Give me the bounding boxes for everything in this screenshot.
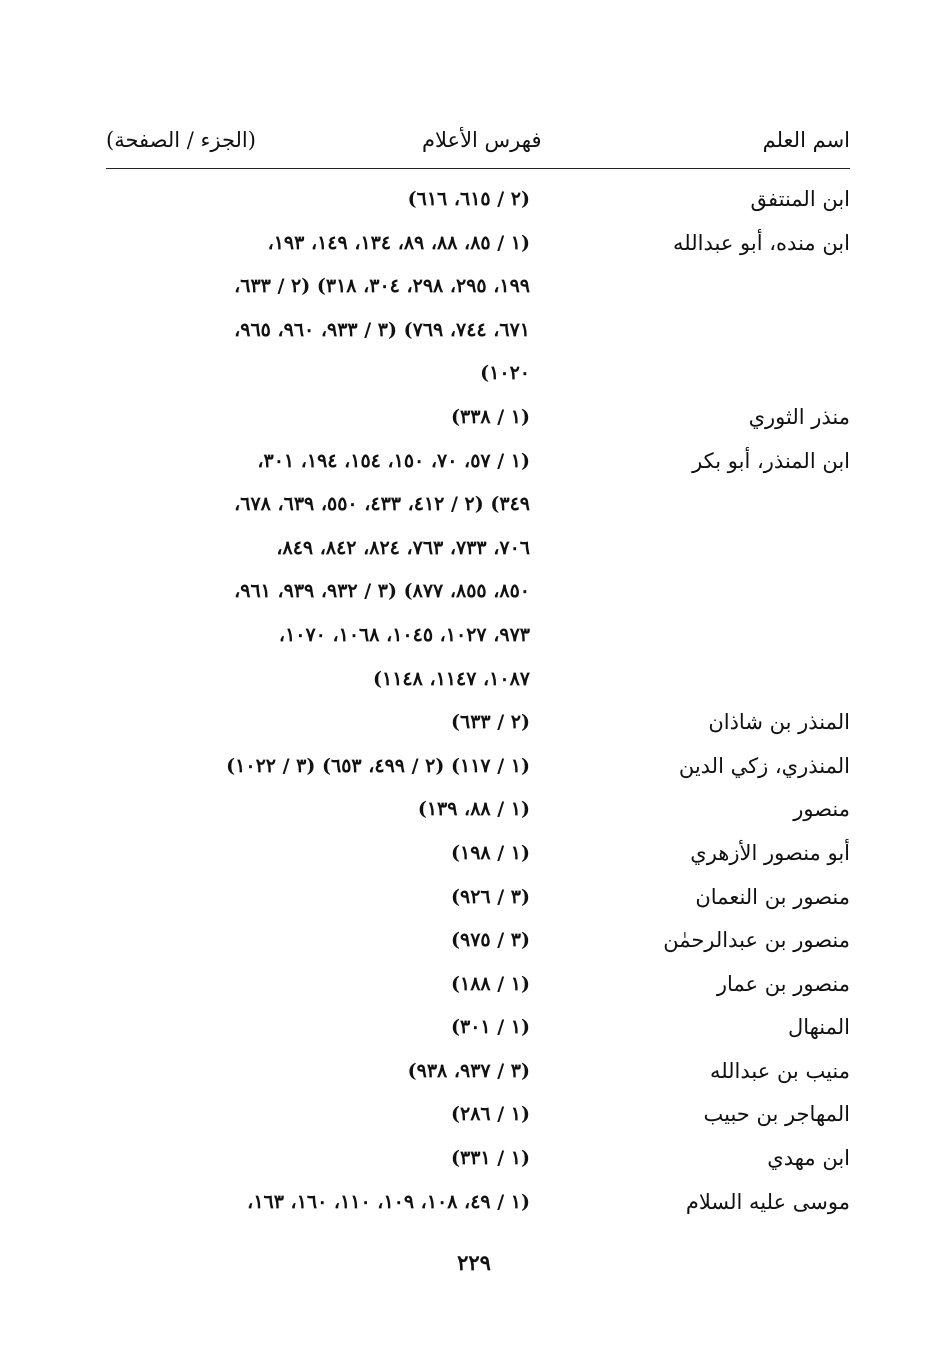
entry-references: ٣٤٩) (٢ / ٤١٢، ٤٣٣، ٥٥٠، ٦٣٩، ٦٧٨، — [234, 493, 530, 516]
entry-references: (١ / ٣٣٨) — [450, 405, 530, 428]
entry-references: ١٠٢٠) — [480, 362, 530, 385]
index-entry — [106, 570, 850, 614]
entry-references: ٦٧١، ٧٤٤، ٧٦٩) (٣ / ٩٣٣، ٩٦٠، ٩٦٥، — [234, 318, 530, 341]
index-entry — [106, 309, 850, 353]
entry-references: (١ / ٤٩، ١٠٨، ١٠٩، ١١٠، ١٦٠، ١٦٣، — [247, 1190, 530, 1213]
index-entry — [106, 1050, 850, 1094]
page-header — [106, 120, 850, 160]
index-entry — [106, 876, 850, 920]
index-entry — [106, 178, 850, 222]
entry-name: ابن المنتفق — [750, 187, 850, 211]
column-header-name: اسم العلم — [762, 128, 850, 152]
entry-name: ابن المنذر، أبو بكر — [692, 448, 850, 473]
index-entry — [106, 919, 850, 963]
column-header-volume-page: (الجزء / الصفحة) — [106, 128, 256, 152]
entry-name: أبو منصور الأزهري — [690, 840, 850, 865]
index-entry — [106, 788, 850, 832]
page-title: فهرس الأعلام — [422, 128, 542, 152]
entry-references: (١ / ٢٨٦) — [450, 1103, 530, 1126]
entry-references: (٣ / ٩٢٦) — [450, 885, 530, 908]
index-entry — [106, 745, 850, 789]
index-entry — [106, 658, 850, 702]
entry-name: منصور بن عمار — [716, 971, 850, 996]
entry-references: (٣ / ٩٣٧، ٩٣٨) — [407, 1059, 530, 1082]
index-entry — [106, 832, 850, 876]
header-divider — [106, 168, 850, 169]
entry-references: (١ / ١١٧) (٢ / ٤٩٩، ٦٥٣) (٣ / ١٠٢٢) — [226, 754, 530, 777]
index-entry — [106, 1006, 850, 1050]
entry-references: (١ / ٥٧، ٧٠، ١٥٠، ١٥٤، ١٩٤، ٣٠١، — [257, 449, 530, 472]
entry-name: منذر الثوري — [748, 404, 850, 429]
entry-name: موسى عليه السلام — [685, 1189, 850, 1214]
entry-references: ٨٥٠، ٨٥٥، ٨٧٧) (٣ / ٩٣٢، ٩٣٩، ٩٦١، — [234, 580, 530, 603]
entry-references: (١ / ١٨٨) — [450, 972, 530, 995]
entry-references: ٩٧٣، ١٠٢٧، ١٠٤٥، ١٠٦٨، ١٠٧٠، — [278, 623, 530, 646]
index-entry — [106, 1181, 850, 1225]
index-entry — [106, 1093, 850, 1137]
entry-references: (١ / ٣٣١) — [450, 1147, 530, 1170]
index-entries — [106, 178, 850, 1224]
entry-name: منصور بن النعمان — [695, 884, 850, 909]
index-entry — [106, 701, 850, 745]
entry-references: (٢ / ٦٣٣) — [450, 711, 530, 734]
index-entry — [106, 963, 850, 1007]
entry-name: منصور بن عبدالرحمٰن — [663, 928, 850, 953]
index-entry — [106, 483, 850, 527]
index-entry — [106, 1137, 850, 1181]
index-entry — [106, 265, 850, 309]
entry-name: المنهال — [787, 1015, 850, 1040]
entry-name: المنذري، زكي الدين — [678, 753, 850, 778]
entry-name: منيب بن عبدالله — [709, 1058, 850, 1083]
entry-references: ٧٠٦، ٧٣٣، ٧٦٣، ٨٢٤، ٨٤٢، ٨٤٩، — [276, 536, 530, 559]
entry-name: ابن مهدي — [767, 1146, 850, 1171]
entry-references: (١ / ١٩٨) — [450, 841, 530, 864]
index-entry — [106, 614, 850, 658]
entry-name: المنذر بن شاذان — [708, 710, 850, 735]
entry-references: (٢ / ٦١٥، ٦١٦) — [407, 188, 530, 210]
entry-references: ١٩٩، ٢٩٥، ٢٩٨، ٣٠٤، ٣١٨) (٢ / ٦٣٣، — [234, 275, 530, 298]
entry-references: (١ / ٣٠١) — [450, 1016, 530, 1039]
index-entry — [106, 396, 850, 440]
entry-name: المهاجر بن حبيب — [703, 1102, 850, 1127]
entry-name: ابن منده، أبو عبدالله — [673, 230, 850, 255]
page-number: ٢٢٩ — [457, 1250, 491, 1275]
entry-references: (١ / ٨٨، ١٣٩) — [417, 798, 530, 821]
index-entry — [106, 352, 850, 396]
index-entry — [106, 222, 850, 266]
entry-references: (١ / ٨٥، ٨٨، ٨٩، ١٣٤، ١٤٩، ١٩٣، — [267, 231, 530, 254]
entry-name: منصور — [793, 797, 850, 822]
entry-references: ١٠٨٧، ١١٤٧، ١١٤٨) — [373, 667, 530, 690]
index-entry — [106, 527, 850, 571]
index-entry — [106, 440, 850, 484]
entry-references: (٣ / ٩٧٥) — [450, 929, 530, 952]
